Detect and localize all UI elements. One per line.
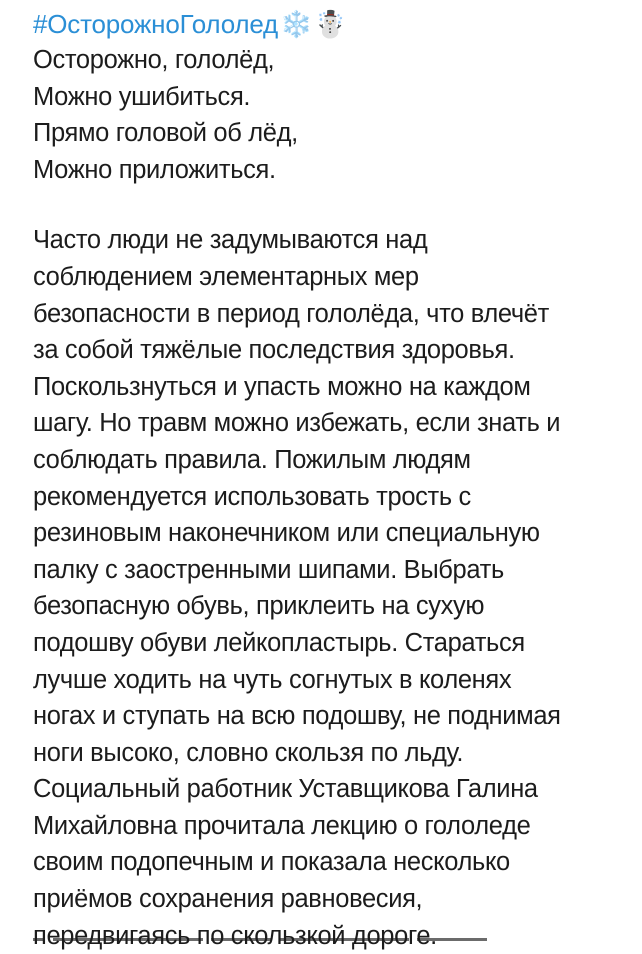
snowman-icon: ☃️ xyxy=(314,8,347,39)
body-line: Поскользнуться и упасть можно на каждом xyxy=(33,372,531,401)
body-line: Михайловна прочитала лекцию о гололеде xyxy=(33,811,531,840)
body-line: соблюдением элементарных мер xyxy=(33,262,419,291)
snowflake-icon: ❄️ xyxy=(280,8,313,39)
poem-line: Осторожно, гололёд, xyxy=(33,46,275,74)
body-line: ноги высоко, словно скользя по льду. xyxy=(33,738,464,767)
poem-line: Прямо головой об лёд, xyxy=(33,119,298,148)
body-line: своим подопечным и показала несколько xyxy=(33,848,510,877)
poem xyxy=(33,42,633,188)
body-line: лучше ходить на чуть согнутых в коленях xyxy=(33,665,512,694)
body-line: рекомендуется использовать трость с xyxy=(33,482,471,511)
post-message xyxy=(33,6,633,954)
hashtag-line xyxy=(33,6,633,42)
body-line: Социальный работник Уставщикова Галина xyxy=(33,775,538,804)
body-line: Часто люди не задумываются над xyxy=(33,226,428,255)
body-line: подошву обуви лейкопластырь. Стараться xyxy=(33,628,525,657)
hashtag-link[interactable]: #ОсторожноГололед xyxy=(33,8,279,39)
cut-off-next-line xyxy=(33,938,613,950)
body-line: шагу. Но травм можно избежать, если знать и xyxy=(33,409,561,438)
body-line: соблюдать правила. Пожилым людям xyxy=(33,445,471,474)
body-line: ногах и ступать на всю подошву, не поднимая xyxy=(33,702,561,731)
body-line: передвигаясь по скользкой дороге. xyxy=(33,921,437,950)
body-line: резиновым наконечником или специальную xyxy=(33,519,540,548)
poem-line: Можно приложиться. xyxy=(33,155,276,184)
body-line: приёмов сохранения равновесия, xyxy=(33,885,423,914)
body-line: безопасности в период гололёда, что влечёт xyxy=(33,299,549,328)
paragraph-gap xyxy=(33,188,633,222)
poem-line: Можно ушибиться. xyxy=(33,82,251,111)
body-paragraph xyxy=(33,222,633,954)
body-line: палку с заостренными шипами. Выбрать xyxy=(33,555,504,584)
body-line: безопасную обувь, приклеить на сухую xyxy=(33,592,485,621)
body-line: за собой тяжёлые последствия здоровья. xyxy=(33,336,515,365)
